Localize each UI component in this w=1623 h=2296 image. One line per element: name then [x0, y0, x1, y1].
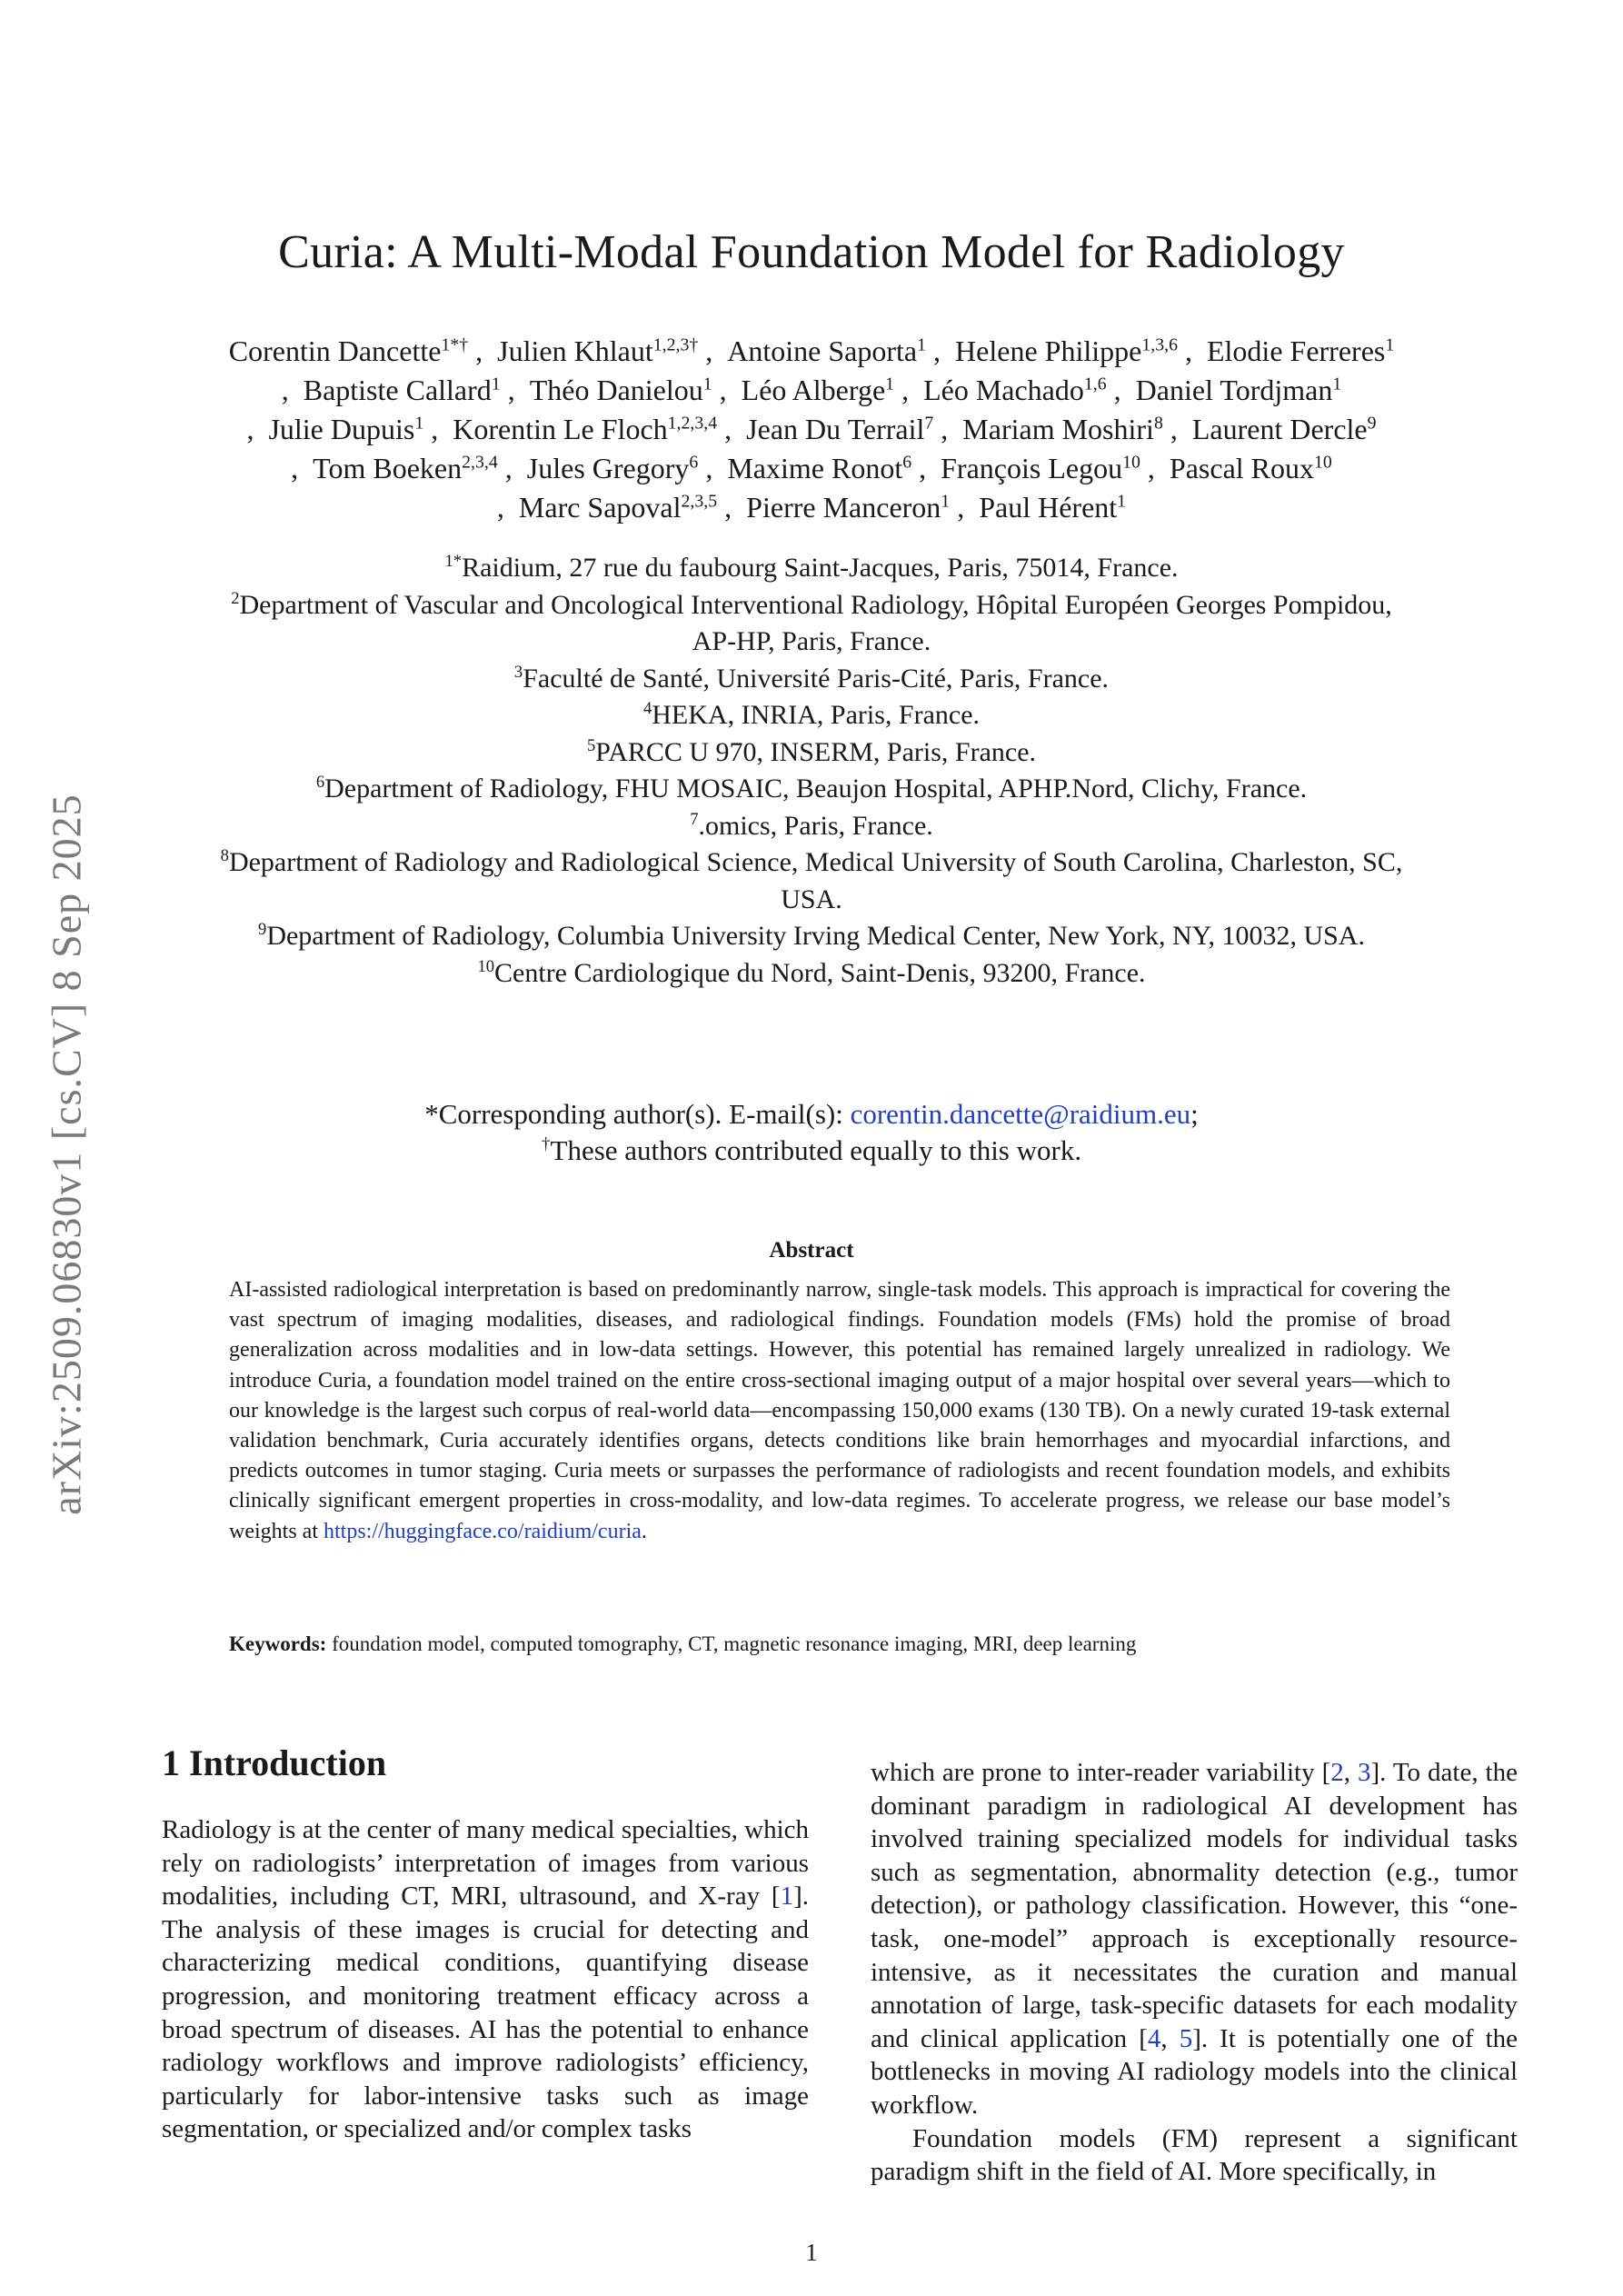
- abstract-text: AI-assisted radiological interpretation is based on predominantly narrow, single-task models. This approach is impractical for covering the vast spectrum of imaging modalities, diseases, and radiological findings. Foundation models (FMs) hold the promise of broad generalization across modalities and in low-data settings. However, this potential has remained largely unrealized in radiology. We introduce Curia, a foundation model trained on the entire cross-sectional imaging output of a major hospital over several years—which to our knowledge is the largest such corpus of real-world data—encompassing 150,000 exams (130 TB). On a newly curated 19-task external validation benchmark, Curia accurately identifies organs, detects conditions like brain hemorrhages and myocardial infarctions, and predicts outcomes in tumor staging. Curia meets or surpasses the performance of radiologists and recent foundation models, and exhibits clinically significant emergent properties in cross-modality, and low-data regimes. To accelerate progress, we release our base model’s weights at: [229, 1278, 1450, 1543]
- author-affiliation-mark: 1,2,3†: [652, 334, 699, 355]
- author-name: [901, 374, 1107, 406]
- author-name-text: Léo Alberge: [741, 374, 886, 406]
- author-name: [246, 413, 423, 445]
- corresponding-prefix: *Corresponding author(s). E-mail(s):: [424, 1098, 851, 1130]
- author-affiliation-mark: 1,2,3,4: [667, 413, 718, 434]
- paper-title: Curia: A Multi-Modal Foundation Model for Radiology: [278, 226, 1345, 278]
- keywords-text: foundation model, computed tomography, CT, magnetic resonance imaging, MRI, deep learning: [326, 1632, 1137, 1655]
- affiliation: [218, 955, 1405, 993]
- citation-link[interactable]: 1: [780, 1882, 794, 1912]
- author-name-text: Korentin Le Floch: [453, 413, 668, 445]
- affiliation-mark: 1*: [444, 552, 463, 571]
- author-name-text: Mariam Moshiri: [962, 413, 1154, 445]
- author-name: [497, 491, 717, 524]
- author-name-text: Jules Gregory: [526, 452, 690, 484]
- intro-text: ]. To date, the dominant paradigm in radiological AI development has involved training specialized models for individual tasks such as segmentation, abnormality detection (e.g., tumor detection), or pathology classification. However, this “one-task, one-model” approach is exceptionally resource-intensive, as it necessitates the curation and manual annotation of large, task-specific datasets for each modality and clinical application [: [871, 1758, 1518, 2053]
- author-affiliation-mark: 1: [941, 491, 951, 512]
- author-name-text: Antoine Saporta: [727, 334, 918, 367]
- author-name-text: Elodie Ferreres: [1206, 334, 1386, 367]
- intro-text: Radiology is at the center of many medical specialties, which rely on radiologists’ interpretation of images from various modalities, including CT, MRI, ultrasound, and X-ray [: [162, 1815, 809, 1912]
- author-name-text: Corentin Dancette: [228, 334, 442, 367]
- author-name-text: Daniel Tordjman: [1135, 374, 1333, 406]
- affiliation-text: Department of Radiology, FHU MOSAIC, Beaujon Hospital, APHP.Nord, Clichy, France.: [324, 774, 1308, 804]
- affiliation-mark: 5: [586, 735, 596, 755]
- abstract-heading: Abstract: [769, 1238, 854, 1263]
- author-affiliation-mark: 1,6: [1083, 374, 1107, 394]
- affiliation: [218, 918, 1405, 955]
- keywords-label: Keywords:: [229, 1632, 327, 1655]
- author-affiliation-mark: 6: [689, 452, 699, 473]
- model-weights-link[interactable]: https://huggingface.co/raidium/curia: [323, 1519, 642, 1543]
- corresponding-suffix: ;: [1190, 1098, 1199, 1130]
- citation-separator: ,: [1343, 1758, 1358, 1787]
- author-affiliation-mark: 1: [1117, 491, 1127, 512]
- affiliation-mark: 3: [513, 662, 523, 682]
- author-affiliation-mark: 1: [1332, 374, 1342, 394]
- citation-link[interactable]: 3: [1357, 1758, 1371, 1787]
- author-name: [1185, 334, 1394, 367]
- citation-link[interactable]: 4: [1147, 2023, 1161, 2053]
- affiliation: [218, 808, 1405, 845]
- arxiv-identifier: arXiv:2509.06830v1 [cs.CV] 8 Sep 2025: [43, 794, 90, 1515]
- author-affiliation-mark: 1: [491, 374, 501, 394]
- author-name: [431, 413, 717, 445]
- affiliation-text: .omics, Paris, France.: [698, 810, 933, 841]
- author-name: [1148, 452, 1332, 484]
- author-name: [724, 491, 950, 524]
- citation-separator: ,: [1160, 2023, 1180, 2053]
- author-name: [1114, 374, 1342, 406]
- author-affiliation-mark: 2,3,4: [462, 452, 498, 473]
- page-number: 1: [805, 2239, 818, 2266]
- affiliation: [218, 661, 1405, 698]
- abstract-body: [229, 1275, 1450, 1547]
- author-name-text: Tom Boeken: [313, 452, 463, 484]
- author-name: [919, 452, 1140, 484]
- citation-link[interactable]: 5: [1179, 2023, 1193, 2053]
- affiliation-mark: 8: [220, 846, 229, 865]
- citation-link[interactable]: 2: [1330, 1758, 1344, 1787]
- author-name-text: Julien Khlaut: [497, 334, 653, 367]
- author-name-text: Marc Sapoval: [518, 491, 682, 524]
- dagger-mark: †: [541, 1134, 551, 1154]
- section-heading-introduction: 1 Introduction: [162, 1742, 387, 1783]
- author-name: [475, 334, 698, 367]
- affiliation: [218, 550, 1405, 587]
- corresponding-email-link[interactable]: corentin.dancette@raidium.eu: [850, 1098, 1191, 1130]
- affiliation-text: Faculté de Santé, Université Paris-Cité, Paris, France.: [523, 663, 1110, 694]
- author-affiliation-mark: 9: [1367, 413, 1377, 434]
- author-name-text: Jean Du Terrail: [746, 413, 925, 445]
- author-name: [282, 374, 501, 406]
- author-name: [1170, 413, 1377, 445]
- author-name: [724, 413, 933, 445]
- author-affiliation-mark: 1: [702, 374, 712, 394]
- author-affiliation-mark: 1: [917, 334, 927, 355]
- author-affiliation-mark: 8: [1153, 413, 1163, 434]
- author-name: [508, 374, 712, 406]
- affiliation-text: PARCC U 970, INSERM, Paris, France.: [595, 736, 1037, 767]
- author-affiliation-mark: 6: [902, 452, 912, 473]
- author-affiliation-mark: 10: [1122, 452, 1140, 473]
- abstract-end: .: [641, 1519, 647, 1543]
- author-name: [933, 334, 1178, 367]
- equal-contribution-text: These authors contributed equally to this work.: [550, 1134, 1082, 1166]
- affiliation-mark: 2: [231, 588, 240, 608]
- affiliation: [218, 844, 1405, 918]
- author-affiliation-mark: 1*†: [441, 334, 469, 355]
- intro-text: which are prone to inter-reader variability [: [871, 1758, 1331, 1787]
- affiliation-mark: 7: [690, 809, 699, 829]
- affiliation-text: Department of Vascular and Oncological Interventional Radiology, Hôpital Européen Georges Pompidou, AP-HP, Paris, France.: [239, 589, 1392, 656]
- author-name: [229, 334, 468, 367]
- equal-contribution-line: [0, 1133, 1623, 1169]
- author-name: [941, 413, 1163, 445]
- intro-text: ]. It is potentially one of the bottlenecks in moving AI radiology models into the clinical workflow.: [871, 2023, 1518, 2120]
- author-affiliation-mark: 1: [1385, 334, 1395, 355]
- author-name-text: Pascal Roux: [1169, 452, 1314, 484]
- author-name-text: Julie Dupuis: [268, 413, 415, 445]
- author-list: [200, 332, 1423, 527]
- author-name: [505, 452, 699, 484]
- affiliation-mark: 4: [642, 699, 652, 718]
- author-name-text: Théo Danielou: [529, 374, 703, 406]
- author-affiliation-mark: 1,3,6: [1141, 334, 1178, 355]
- author-name-text: Pierre Manceron: [746, 491, 941, 524]
- author-affiliation-mark: 7: [924, 413, 934, 434]
- affiliation-text: Centre Cardiologique du Nord, Saint-Denis, 93200, France.: [494, 957, 1146, 988]
- corresponding-author-line: [0, 1096, 1623, 1133]
- correspondence: [0, 1096, 1623, 1169]
- affiliation: [218, 734, 1405, 772]
- author-affiliation-mark: 10: [1314, 452, 1332, 473]
- affiliation-mark: 10: [477, 956, 495, 976]
- author-name: [705, 334, 926, 367]
- affiliation-text: Department of Radiology and Radiological Science, Medical University of South Carolina, Charleston, SC, USA.: [228, 847, 1403, 914]
- author-name: [291, 452, 498, 484]
- affiliation: [218, 697, 1405, 734]
- affiliation: [218, 771, 1405, 808]
- author-name-text: Paul Hérent: [979, 491, 1118, 524]
- author-affiliation-mark: 1: [885, 374, 895, 394]
- author-affiliation-mark: 2,3,5: [681, 491, 718, 512]
- author-name-text: Maxime Ronot: [727, 452, 903, 484]
- affiliation-text: Raidium, 27 rue du faubourg Saint-Jacques, Paris, 75014, France.: [462, 553, 1179, 583]
- author-name-text: Helene Philippe: [955, 334, 1142, 367]
- affiliation: [218, 587, 1405, 661]
- intro-paragraph-1-cont: [871, 1756, 1518, 2122]
- intro-text: ]. The analysis of these images is crucial for detecting and characterizing medical conditions, quantifying disease progression, and monitoring treatment efficacy across a broad spectrum of diseases. AI has the potential to enhance radiology workflows and improve radiologists’ efficiency, particularly for labor-intensive tasks such as image segmentation, or specialized and/or complex tasks: [162, 1882, 809, 2144]
- intro-column-left: [162, 1813, 809, 2146]
- author-name: [720, 374, 894, 406]
- affiliation-mark: 9: [258, 920, 267, 939]
- author-name: [705, 452, 911, 484]
- intro-paragraph-2: Foundation models (FM) represent a significant paradigm shift in the field of AI. More specifically, in: [871, 2123, 1518, 2187]
- author-name-text: François Legou: [941, 452, 1123, 484]
- keywords: [229, 1632, 1450, 1656]
- intro-paragraph-1: [162, 1813, 809, 2146]
- affiliation-text: Department of Radiology, Columbia University Irving Medical Center, New York, NY, 10032, USA.: [266, 921, 1365, 951]
- author-name-text: Baptiste Callard: [303, 374, 492, 406]
- affiliation-mark: 6: [315, 773, 325, 792]
- author-affiliation-mark: 1: [414, 413, 424, 434]
- affiliation-list: [218, 550, 1405, 992]
- author-name-text: Laurent Dercle: [1191, 413, 1368, 445]
- author-name: [957, 491, 1126, 524]
- author-name-text: Léo Machado: [923, 374, 1084, 406]
- affiliation-text: HEKA, INRIA, Paris, France.: [652, 700, 981, 730]
- intro-column-right: [871, 1756, 1518, 2189]
